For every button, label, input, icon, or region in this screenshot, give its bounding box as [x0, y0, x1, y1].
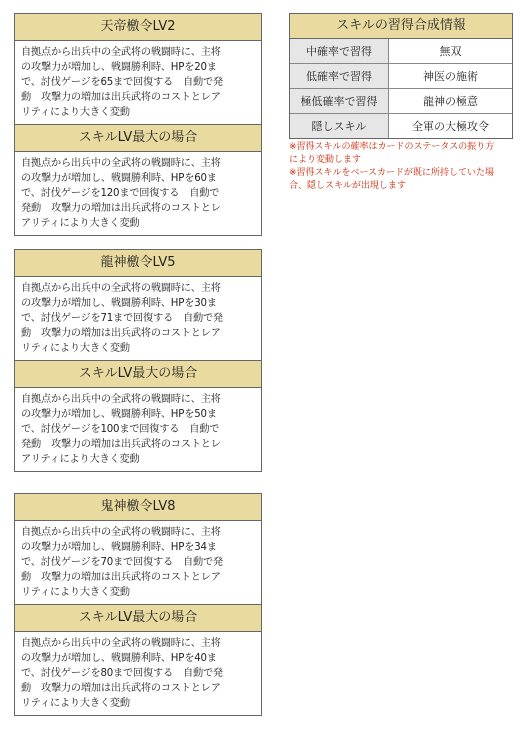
info-row-value: 全軍の大極攻令	[412, 120, 489, 133]
info-row	[290, 64, 512, 89]
info-notes	[289, 141, 517, 193]
skill-description: 自拠点から出兵中の全武将の戦闘時に、主将 の攻撃力が増加し、戦闘勝利時、HPを20ま で、討伐ゲージを65まで回復する 自動で発 動 攻撃力の増加は出兵武将のコストとレア リティにより大きく変動	[15, 41, 261, 125]
info-row-label: 中確率で習得	[290, 39, 389, 63]
skill-max-description: 自拠点から出兵中の全武将の戦闘時に、主将 の攻撃力が増加し、戦闘勝利時、HPを40ま で、討伐ゲージを80まで回復する 自動で発 動 攻撃力の増加は出兵武将のコストとレア リティにより大きく変動	[21, 638, 223, 709]
skill-name: 龍神檄令LV5	[15, 250, 261, 277]
info-row-value: 龍神の極意	[423, 95, 478, 108]
skill-description: 自拠点から出兵中の全武将の戦闘時に、主将 の攻撃力が増加し、戦闘勝利時、HPを34ま で、討伐ゲージを70まで回復する 自動で発 動 攻撃力の増加は出兵武将のコストとレア リティにより大きく変動	[15, 521, 261, 605]
note-hidden-skill: ※習得スキルをベースカードが既に所持していた場 合、隠しスキルが出現します	[289, 168, 495, 191]
skill-max-label: スキルLV最大の場合	[15, 125, 261, 152]
info-title: スキルの習得合成情報	[290, 14, 512, 39]
skill-max-label: スキルLV最大の場合	[15, 605, 261, 632]
info-row-value: 神医の施術	[423, 70, 478, 83]
info-row-value: 無双	[439, 45, 462, 58]
skill-name: 天帝檄令LV2	[15, 14, 261, 41]
skill-description: 自拠点から出兵中の全武将の戦闘時に、主将 の攻撃力が増加し、戦闘勝利時、HPを30ま で、討伐ゲージを71まで回復する 自動で発 動 攻撃力の増加は出兵武将のコストとレア リティにより大きく変動	[15, 277, 261, 361]
info-row-label: 隠しスキル	[290, 114, 389, 138]
skill-max-description: 自拠点から出兵中の全武将の戦闘時に、主将 の攻撃力が増加し、戦闘勝利時、HPを50ま で、討伐ゲージを100まで回復する 自動で 発動 攻撃力の増加は出兵武将のコストとレ アリティにより大きく変動	[21, 394, 221, 465]
skill-acquisition-info-table	[289, 13, 513, 139]
note-probability: ※習得スキルの確率はカードのステータスの振り方 により変動します	[289, 142, 495, 165]
skill-name: 鬼神檄令LV8	[15, 494, 261, 521]
skill-max-label: スキルLV最大の場合	[15, 361, 261, 388]
info-row-label: 低確率で習得	[290, 64, 389, 88]
info-row	[290, 89, 512, 114]
skill-max-description: 自拠点から出兵中の全武将の戦闘時に、主将 の攻撃力が増加し、戦闘勝利時、HPを60ま で、討伐ゲージを120まで回復する 自動で 発動 攻撃力の増加は出兵武将のコストとレ アリティにより大きく変動	[21, 158, 221, 229]
skill-table-2	[14, 249, 262, 472]
skill-table-3	[14, 493, 262, 716]
info-row-label: 極低確率で習得	[290, 89, 389, 113]
skill-table-1	[14, 13, 262, 236]
info-row	[290, 114, 512, 138]
info-row	[290, 39, 512, 64]
